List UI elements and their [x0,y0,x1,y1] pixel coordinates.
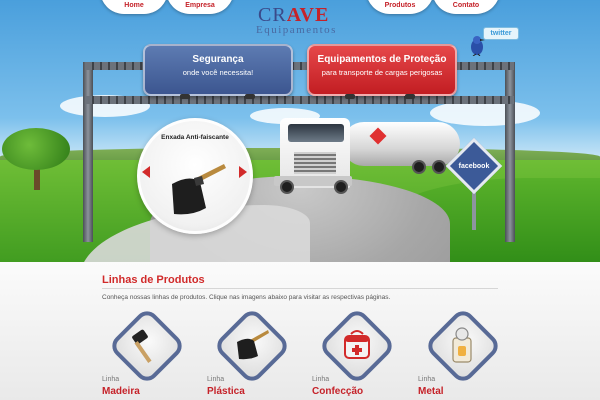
hoe-icon [162,158,232,232]
sign-equipamentos-subtitle: para transporte de cargas perigosas [321,68,443,77]
product-line-label: Linha [312,376,330,383]
carousel-title: Enxada Anti-faiscante [161,134,229,141]
product-confeccao[interactable] [312,312,402,400]
tanker-trailer [342,122,460,166]
divider [102,288,498,289]
wheel [334,180,348,194]
wheel [432,160,446,174]
carousel-next-arrow-icon[interactable] [239,166,247,178]
gantry-beam-bottom [86,96,514,104]
product-name[interactable]: Metal [418,386,444,397]
product-line-label: Linha [102,376,120,383]
twitter-button[interactable]: twitter [483,27,519,40]
products-section-title: Linhas de Produtos [102,274,205,286]
product-name[interactable]: Confecção [312,386,364,397]
gantry-post-left [83,62,93,242]
nav-produtos[interactable]: Produtos [366,0,434,14]
product-madeira[interactable] [102,312,192,400]
wheel [412,160,426,174]
logo-accent: AVE [286,4,330,26]
gantry-post-right [505,62,515,242]
facebook-sign-pole [472,188,476,230]
lantern-icon [445,326,481,366]
logo-prefix: CR [258,4,287,26]
bird-icon [468,34,486,56]
sign-lamp [245,94,255,99]
facebook-label[interactable]: facebook [458,163,490,170]
product-line-label: Linha [418,376,436,383]
sign-lamp [405,94,415,99]
sign-seguranca-title: Segurança [192,54,244,65]
sign-seguranca-subtitle: onde você necessita! [182,68,254,77]
nav-contato[interactable]: Contato [432,0,500,14]
products-section [0,262,600,400]
product-metal[interactable] [418,312,508,400]
wheel [280,180,294,194]
sign-equipamentos-title: Equipamentos de Proteção [317,54,447,65]
sign-lamp [180,94,190,99]
product-line-label: Linha [207,376,225,383]
product-name[interactable]: Plástica [207,386,245,397]
nav-empresa[interactable]: Empresa [166,0,234,14]
tree-icon [2,128,70,170]
products-section-description: Conheça nossas linhas de produtos. Clique nas imagens abaixo para visitar as respectivas páginas. [102,294,391,301]
truck-grille [294,152,336,174]
logo-subtitle: Equipamentos [256,24,337,36]
mallet-icon [129,326,165,366]
product-name[interactable]: Madeira [102,386,140,397]
hoe-icon [234,326,270,366]
sign-seguranca[interactable] [143,44,293,96]
carousel-prev-arrow-icon[interactable] [142,166,150,178]
first-aid-kit-icon [339,326,375,366]
sign-equipamentos[interactable] [307,44,457,96]
product-plastica[interactable] [207,312,297,400]
nav-home[interactable]: Home [100,0,168,14]
sign-lamp [345,94,355,99]
truck-windshield [288,124,344,142]
